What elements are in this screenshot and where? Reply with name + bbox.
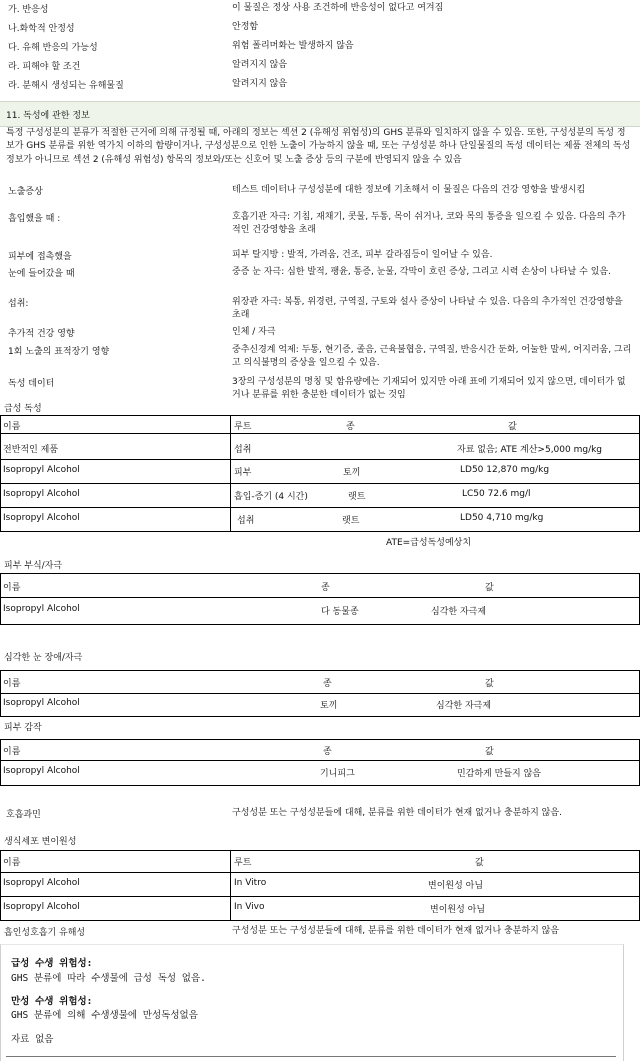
stability-value: 안정함 <box>232 22 259 32</box>
table-header-row <box>0 574 640 598</box>
respiratory-label: 호흡과민 <box>6 810 41 820</box>
row-name: Isopropyl Alcohol <box>3 698 80 708</box>
table-header-row <box>0 671 640 694</box>
target-organ-label: 1회 노출의 표적장기 영향 <box>8 347 110 357</box>
row-value: 변이원성 아님 <box>430 905 486 915</box>
row-route: 피부 <box>234 468 252 478</box>
decomposition-label: 라. 분해시 생성되는 유해물질 <box>8 81 124 91</box>
acute-toxicity-title: 급성 독성 <box>4 404 42 414</box>
row-species: 토끼 <box>320 701 338 711</box>
additional-effects-value: 인체 / 자극 <box>232 327 276 337</box>
hazardous-reaction-value: 위험 폴리머화는 발생하지 않음 <box>232 41 354 51</box>
toxicity-data-value: 3장의 구성성분의 명칭 및 함유량에는 기재되어 있지만 아래 표에 기재되어 있지 않으면, 데이터가 없거나 분류를 위한 충분한 데이터가 없는 것임 <box>232 377 626 400</box>
row-value: LC50 72.6 mg/l <box>462 489 531 499</box>
skin-contact-value: 피부 탈지방 : 발적, 가려움, 건조, 피부 갈라짐등이 일어날 수 있음. <box>232 250 493 260</box>
stability-label: 나.화학적 안정성 <box>8 24 75 34</box>
row-value: LD50 12,870 mg/kg <box>460 465 550 475</box>
row-species: 다 동물종 <box>321 607 359 617</box>
aspiration-label: 흡인성호흡기 유해성 <box>4 928 86 938</box>
aquatic-toxicity-box <box>0 944 624 1061</box>
eye-contact-label: 눈에 들어갔을 때 <box>8 269 75 279</box>
section-title: 11. 독성에 관한 정보 <box>6 111 90 121</box>
header-value: 값 <box>508 422 517 432</box>
table-row <box>0 760 640 786</box>
row-name: Isopropyl Alcohol <box>3 513 80 523</box>
row-name: Isopropyl Alcohol <box>3 878 80 888</box>
header-name: 이름 <box>3 422 21 432</box>
acute-aquatic-title: 급성 수생 위험성: <box>11 958 93 969</box>
row-value: 변이원성 아님 <box>428 881 484 891</box>
conditions-avoid-label: 라. 피해야 할 조건 <box>8 62 81 72</box>
row-route: In Vitro <box>234 878 267 888</box>
skin-contact-label: 피부에 접촉했을 <box>8 252 72 262</box>
conditions-avoid-value: 알려지지 않음 <box>232 60 288 70</box>
table-header-row <box>0 851 640 873</box>
exposure-label: 노출증상 <box>8 187 43 197</box>
header-species: 종 <box>323 747 332 757</box>
reactivity-value: 이 물질은 정상 사용 조건하에 반응성이 없다고 여겨짐 <box>232 3 444 13</box>
eye-contact-value: 중증 눈 자극: 심한 발적, 팽윤, 통증, 눈물, 각막이 흐린 증상, 그리고 시력 손상이 나타날 수 있음. <box>232 267 611 277</box>
ingestion-label: 섭취: <box>8 299 29 309</box>
respiratory-value: 구성성분 또는 구성성분들에 대해, 분류를 위한 데이터가 현재 없거나 충분하지 않음. <box>232 808 562 818</box>
decomposition-value: 알려지지 않음 <box>232 79 288 89</box>
header-species: 종 <box>321 583 330 593</box>
row-value: 자료 없음; ATE 계산>5,000 mg/kg <box>457 445 603 455</box>
table-header-row <box>0 416 640 434</box>
chronic-aquatic-text: GHS 분류에 의해 수생생물에 만성독성없음 <box>11 1010 198 1021</box>
header-name: 이름 <box>3 858 21 868</box>
header-species: 종 <box>323 679 332 689</box>
row-name: 전반적인 제품 <box>3 445 59 455</box>
intro-paragraph: 특정 구성성분의 분류가 적절한 근거에 의해 규정될 때, 아래의 정보는 섹션 2 (유해성 위험성)의 GHS 분류와 일치하지 않을 수 있음. 또한, 구성성분의 독성 정보가 GHS 분류를 위한 역가치 이하의 함량이거나, 구성성분으로 인한 노출이 가능하지 않을 때, 또는 구성성분 하나 단일물질의 독성 데이터는 제품 전체의 독성정보가 아니므로 섹션 2 (유해성 위험성) 항목의 정보와/또는 신호어 및 노출 증상 등의 구분에 반영되지 않을 수 있음 <box>6 128 631 165</box>
table-row <box>0 693 640 717</box>
bottom-divider <box>6 1056 616 1057</box>
target-organ-value: 중추신경계 억제: 두통, 현기증, 졸음, 근육불협응, 구역질, 반응시간 둔화, 어눌한 말씨, 어지러움, 그리고 의식불명의 증상을 일으킬 수 있음. <box>232 345 632 368</box>
row-route: 흡입-증기 (4 시간) <box>234 492 308 502</box>
table-row <box>0 597 640 625</box>
row-name: Isopropyl Alcohol <box>3 489 80 499</box>
table-row <box>0 459 640 484</box>
aspiration-value: 구성성분 또는 구성성분들에 대해, 분류를 위한 데이터가 현재 없거나 충분하지 않음 <box>232 926 560 936</box>
header-value: 값 <box>485 583 494 593</box>
row-species: 랫트 <box>342 516 360 526</box>
inhalation-label: 흡입했을 때 : <box>8 214 61 224</box>
table-row <box>0 483 640 508</box>
row-name: Isopropyl Alcohol <box>3 902 80 912</box>
header-name: 이름 <box>3 583 21 593</box>
row-name: Isopropyl Alcohol <box>3 604 80 614</box>
row-species: 기니피그 <box>320 769 355 779</box>
table-row <box>0 872 640 897</box>
header-species: 종 <box>346 422 355 432</box>
row-name: Isopropyl Alcohol <box>3 766 80 776</box>
table-row <box>0 507 640 532</box>
skin-sensitization-title: 피부 감작 <box>4 723 42 733</box>
table-row <box>0 896 640 921</box>
eye-irritation-title: 심각한 눈 장애/자극 <box>4 653 83 663</box>
reactivity-label: 가. 반응성 <box>8 5 49 15</box>
inhalation-value: 호흡기관 자극: 기침, 재채기, 콧물, 두통, 목이 쉬거나, 코와 목의 통증을 일으킬 수 있음. 다음의 추가적인 건강영향을 초래 <box>232 212 626 235</box>
table-row <box>0 433 640 460</box>
chronic-aquatic-title: 만성 수생 위험성: <box>11 996 93 1007</box>
section-11-header <box>0 101 640 127</box>
acute-aquatic-text: GHS 분류에 따라 수생물에 급성 독성 없음. <box>11 973 206 984</box>
header-value: 값 <box>475 858 484 868</box>
toxicity-data-label: 독성 데이터 <box>8 379 55 389</box>
header-name: 이름 <box>3 747 21 757</box>
row-species: 토끼 <box>343 468 361 478</box>
header-route: 루트 <box>234 422 252 432</box>
row-species: 랫트 <box>348 492 366 502</box>
skin-irritation-title: 피부 부식/자극 <box>4 561 63 571</box>
row-value: LD50 4,710 mg/kg <box>460 513 544 523</box>
row-route: 섭취 <box>234 445 252 455</box>
header-value: 값 <box>485 679 494 689</box>
no-data-text: 자료 없음 <box>11 1034 54 1045</box>
header-value: 값 <box>485 747 494 757</box>
row-value: 심각한 자극제 <box>431 607 487 617</box>
ingestion-value: 위장관 자극: 복통, 위경련, 구역질, 구토와 설사 증상이 나타날 수 있음. 다음의 추가적인 건강영향을 초래 <box>232 297 623 320</box>
mutagenicity-title: 생식세포 변이원성 <box>4 837 77 847</box>
row-value: 민감하게 만들지 않음 <box>457 769 541 779</box>
row-name: Isopropyl Alcohol <box>3 465 80 475</box>
ate-note: ATE=급성독성예상치 <box>386 538 472 548</box>
header-name: 이름 <box>3 679 21 689</box>
additional-effects-label: 추가적 건강 영향 <box>8 329 75 339</box>
header-route: 루트 <box>234 858 252 868</box>
row-route: 섭취 <box>237 516 255 526</box>
row-route: In Vivo <box>234 902 265 912</box>
exposure-value: 테스트 데이터나 구성성분에 대한 정보에 기초해서 이 물질은 다음의 건강 영향을 발생시킴 <box>232 185 586 195</box>
row-value: 심각한 자극제 <box>436 701 492 711</box>
hazardous-reaction-label: 다. 유해 반응의 가능성 <box>8 43 98 53</box>
table-header-row <box>0 740 640 761</box>
